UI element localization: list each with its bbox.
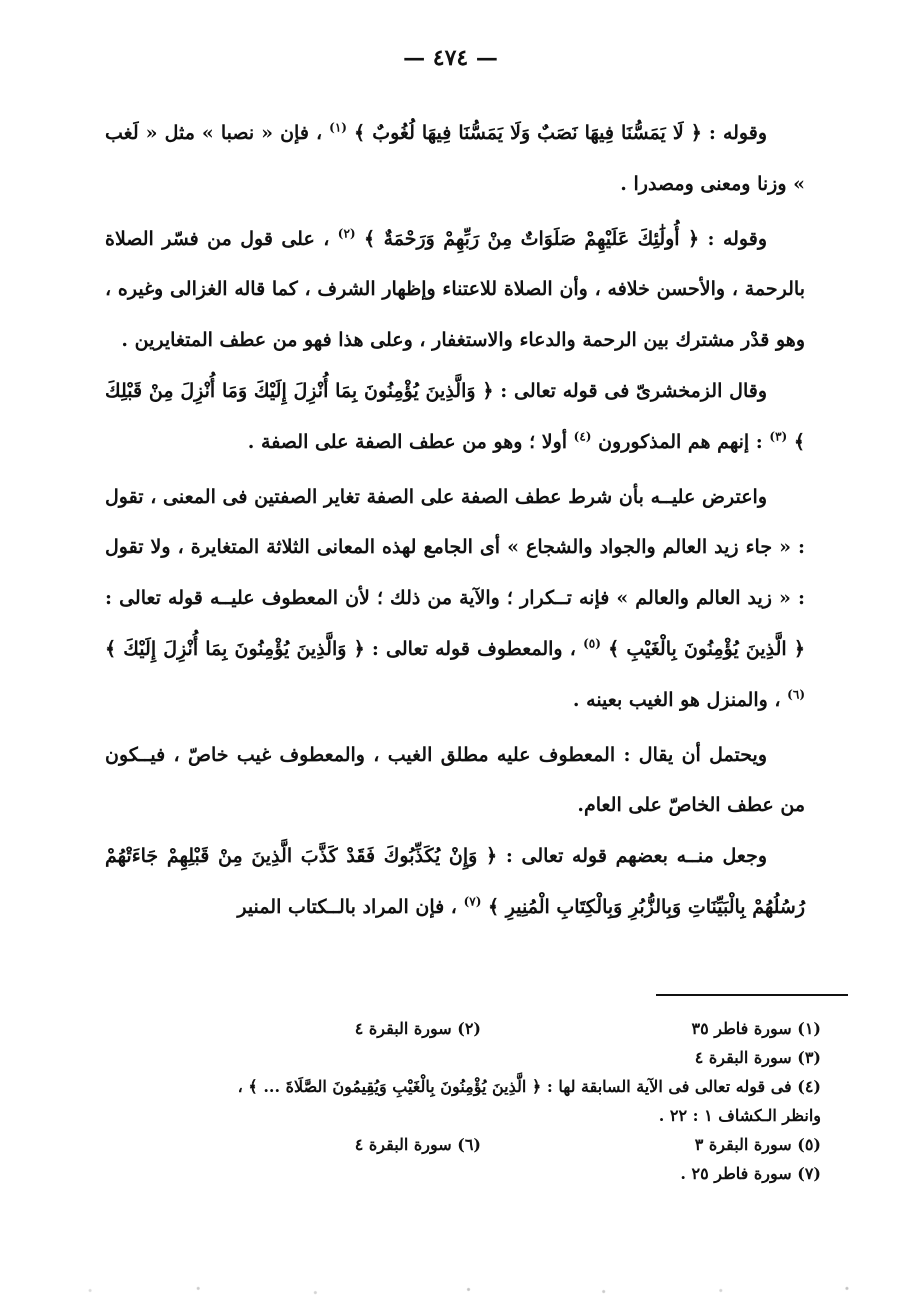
footnote-4-continuation: وانظر الـكشاف ١ : ٢٢ . xyxy=(658,1106,821,1125)
footnote-separator xyxy=(656,994,848,996)
footnote-ref: (٧) xyxy=(463,894,482,909)
footnote-row xyxy=(115,1043,821,1072)
text-span: : إنهم هم المذكورون xyxy=(591,430,770,453)
footnote-4: (٤) فى قوله تعالى فى الآية السابقة لها : ﴿ الَّذِينَ يُؤْمِنُونَ بِالْغَيْبِ وَيُقِيمُونَ الصَّلَاةَ ... ﴾ ، xyxy=(237,1077,821,1096)
footnote-row xyxy=(115,1014,821,1043)
paragraph-2 xyxy=(105,214,805,366)
paragraph-1 xyxy=(105,108,805,210)
text-span: وقوله : ﴿ أُولَٰئِكَ عَلَيْهِمْ صَلَوَاتٌ مِنْ رَبِّهِمْ وَرَحْمَةٌ ﴾ xyxy=(364,227,768,250)
text-span: ، على قول من فسّر الصلاة بالرحمة ، والأحسن خلافه ، وأن الصلاة للاعتناء وإظهار الشرف ، كما قاله الغزالى وغيره ، وهو قدْر مشترك بين الرحمة والدعاء والاستغفار ، وعلى هذا فهو من عطف المتغايرين . xyxy=(105,227,805,352)
text-span: ، فإن المراد بالــكتاب المنير xyxy=(237,895,464,918)
footnote-ref: (٤) xyxy=(573,429,592,444)
main-text xyxy=(105,108,805,933)
footnote-row xyxy=(115,1159,821,1188)
footnote-3: (٣) سورة البقرة ٤ xyxy=(694,1048,821,1067)
paragraph-3 xyxy=(105,366,805,468)
text-span: وقوله : ﴿ لَا يَمَسُّنَا فِيهَا نَصَبٌ وَلَا يَمَسُّنَا فِيهَا لُغُوبٌ ﴾ xyxy=(354,122,767,144)
footnote-7: (٧) سورة فاطر ٢٥ . xyxy=(680,1164,821,1183)
text-span: أولا ؛ وهو من عطف الصفة على الصفة . xyxy=(247,430,574,453)
footnote-6: (٦) سورة البقرة ٤ xyxy=(354,1135,481,1154)
footnote-2: (٢) سورة البقرة ٤ xyxy=(354,1019,481,1038)
footnote-ref: (٥) xyxy=(583,636,601,651)
text-span: ، والمعطوف قوله تعالى : ﴿ وَالَّذِينَ يُؤْمِنُونَ بِمَا أُنْزِلَ إِلَيْكَ ﴾ xyxy=(105,637,584,660)
scan-noise xyxy=(0,1280,901,1301)
paragraph-5: ويحتمل أن يقال : المعطوف عليه مطلق الغيب ، والمعطوف غيب خاصّ ، فيــكون من عطف الخاصّ على العام. xyxy=(105,743,805,817)
paragraph-6 xyxy=(105,831,805,933)
text-span: وقال الزمخشرىّ فى قوله تعالى : ﴿ وَالَّذِينَ يُؤْمِنُونَ بِمَا أُنْزِلَ إِلَيْكَ وَمَا أُنْزِلَ مِنْ قَبْلِكَ ﴾ xyxy=(105,379,805,453)
footnote-row xyxy=(115,1130,821,1159)
paragraph-4 xyxy=(105,472,805,726)
footnote-1: (١) سورة فاطر ٣٥ xyxy=(691,1019,821,1038)
footnotes xyxy=(115,1014,821,1188)
footnote-ref: (٣) xyxy=(769,429,788,444)
page-number: — ٤٧٤ — xyxy=(403,45,498,71)
text-span: وجعل منــه بعضهم قوله تعالى : ﴿ وَإِنْ يُكَذِّبُوكَ فَقَدْ كَذَّبَ الَّذِينَ مِنْ قَبْلِهِمْ جَاءَتْهُمْ رُسُلُهُمْ بِالْبَيِّنَاتِ وَبِالزُّبُرِ وَبِالْكِتَابِ الْمُنِيرِ ﴾ xyxy=(105,845,805,918)
footnote-5: (٥) سورة البقرة ٣ xyxy=(694,1135,821,1154)
footnote-ref: (٦) xyxy=(787,687,805,702)
text-span: ، والمنزل هو الغيب بعينه . xyxy=(572,688,788,711)
text-span: ، فإن « نصبا » مثل « لَغب » وزنا ومعنى ومصدرا . xyxy=(105,122,805,195)
footnote-ref: (٢) xyxy=(337,226,356,241)
footnote-ref: (١) xyxy=(329,120,347,135)
text-span: واعترض عليــه بأن شرط عطف الصفة على الصفة تغاير الصفتين فى المعنى ، تقول : « جاء زيد العالم والجواد والشجاع » أى الجامع لهذه المعانى الثلاثة المتغايرة ، ولا تقول : « زيد العالم والعالم » فإنه تــكرار ؛ والآية من ذلك ؛ لأن المعطوف عليــه قوله تعالى : ﴿ الَّذِينَ يُؤْمِنُونَ بِالْغَيْبِ ﴾ xyxy=(105,485,805,660)
